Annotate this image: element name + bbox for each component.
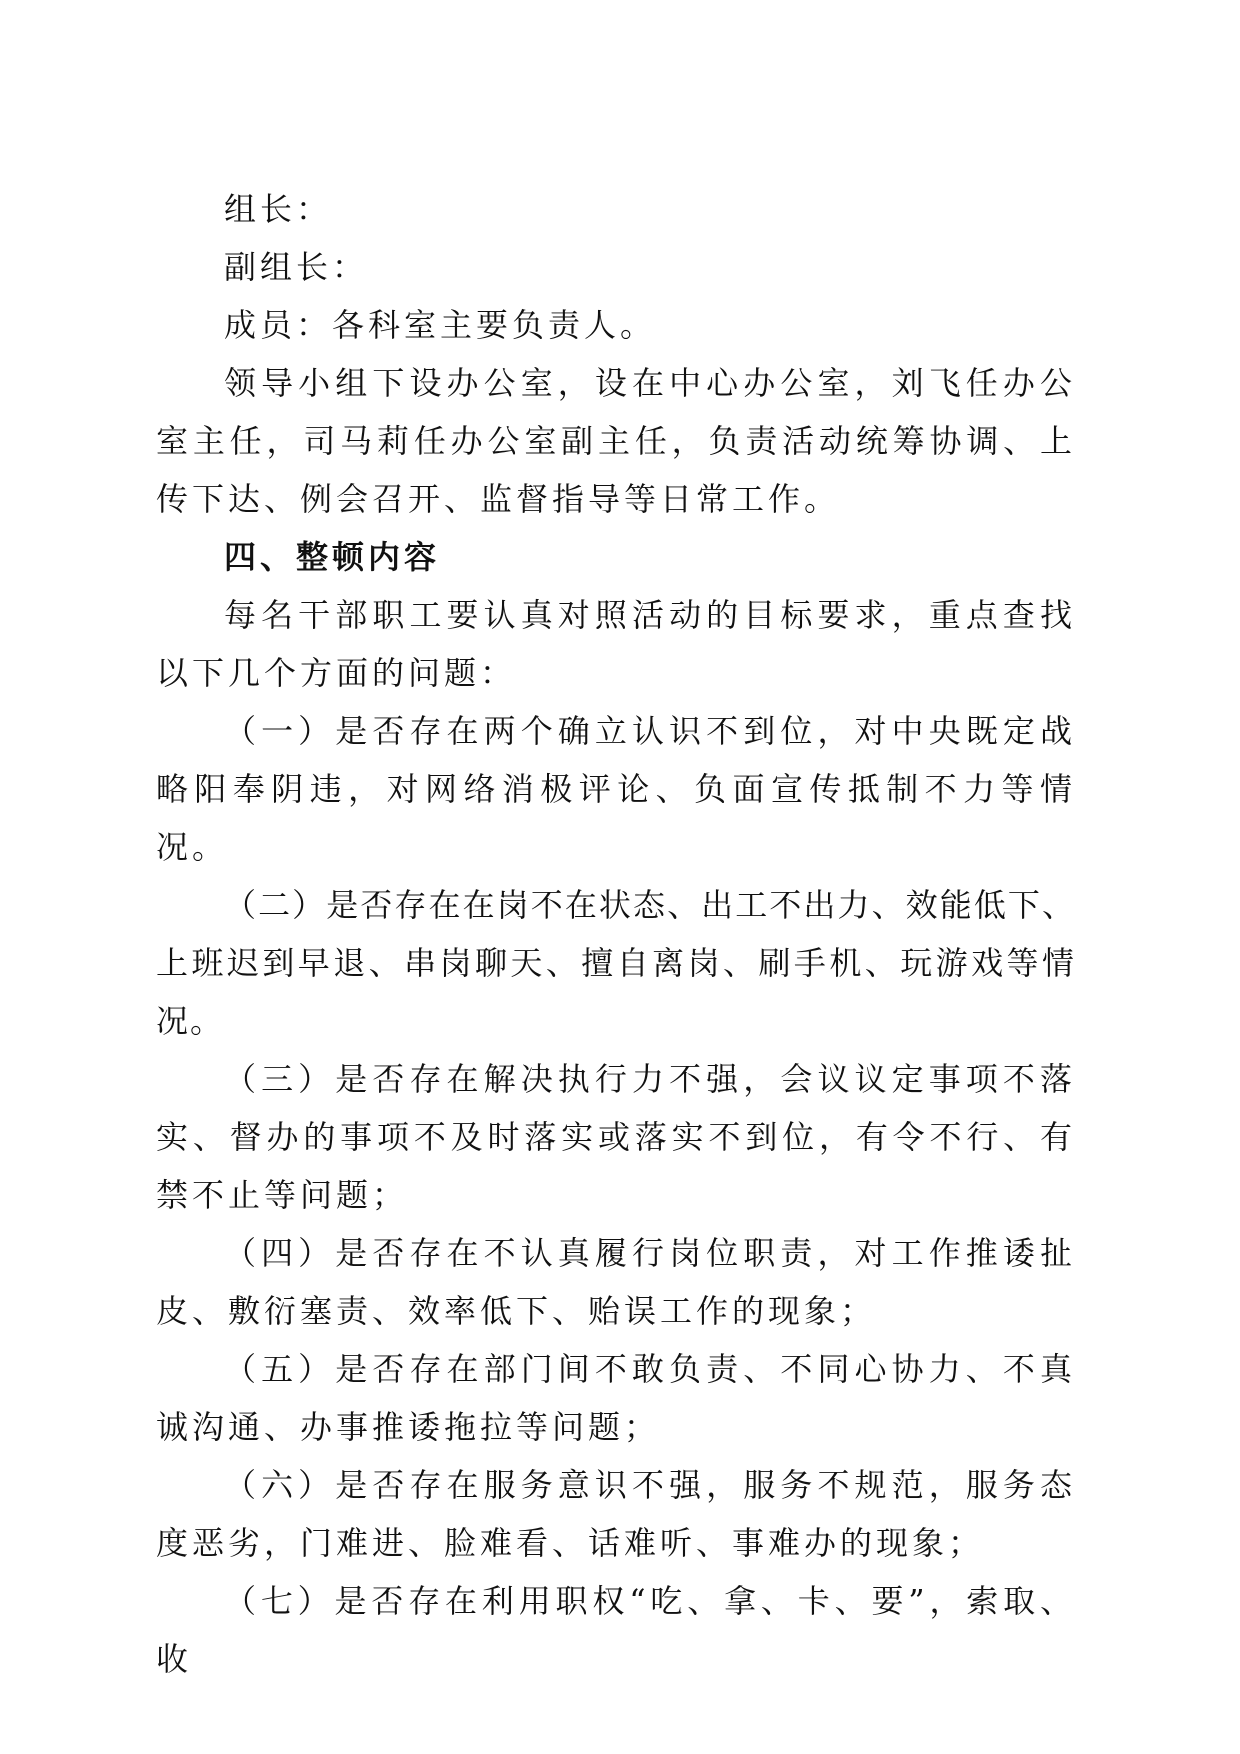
deputy-leader-line: 副组长：	[224, 248, 369, 286]
item-3: （三）是否存在解决执行力不强，会议议定事项不落实、督办的事项不及时落实或落实不到位，有令不行、有禁不止等问题；	[156, 1060, 1076, 1214]
intro-paragraph: 每名干部职工要认真对照活动的目标要求，重点查找以下几个方面的问题：	[156, 596, 1076, 692]
leader-line: 组长：	[224, 190, 333, 228]
item-4: （四）是否存在不认真履行岗位职责，对工作推诿扯皮、敷衍塞责、效率低下、贻误工作的现象；	[156, 1234, 1076, 1330]
item-2: （二）是否存在在岗不在状态、出工不出力、效能低下、上班迟到早退、串岗聊天、擅自离岗、刷手机、玩游戏等情况。	[156, 886, 1076, 1040]
item-7: （七）是否存在利用职权“吃、拿、卡、要”，索取、收	[156, 1582, 1076, 1678]
section-heading: 四、整顿内容	[224, 538, 441, 576]
members-line: 成员：各科室主要负责人。	[224, 306, 657, 344]
office-paragraph: 领导小组下设办公室，设在中心办公室，刘飞任办公室主任，司马莉任办公室副主任，负责活动统筹协调、上传下达、例会召开、监督指导等日常工作。	[156, 364, 1076, 518]
item-6: （六）是否存在服务意识不强，服务不规范，服务态度恶劣，门难进、脸难看、话难听、事难办的现象；	[156, 1466, 1076, 1562]
document-body	[156, 180, 1076, 1688]
item-1: （一）是否存在两个确立认识不到位，对中央既定战略阳奉阴违，对网络消极评论、负面宣传抵制不力等情况。	[156, 712, 1076, 866]
item-5: （五）是否存在部门间不敢负责、不同心协力、不真诚沟通、办事推诿拖拉等问题；	[156, 1350, 1076, 1446]
